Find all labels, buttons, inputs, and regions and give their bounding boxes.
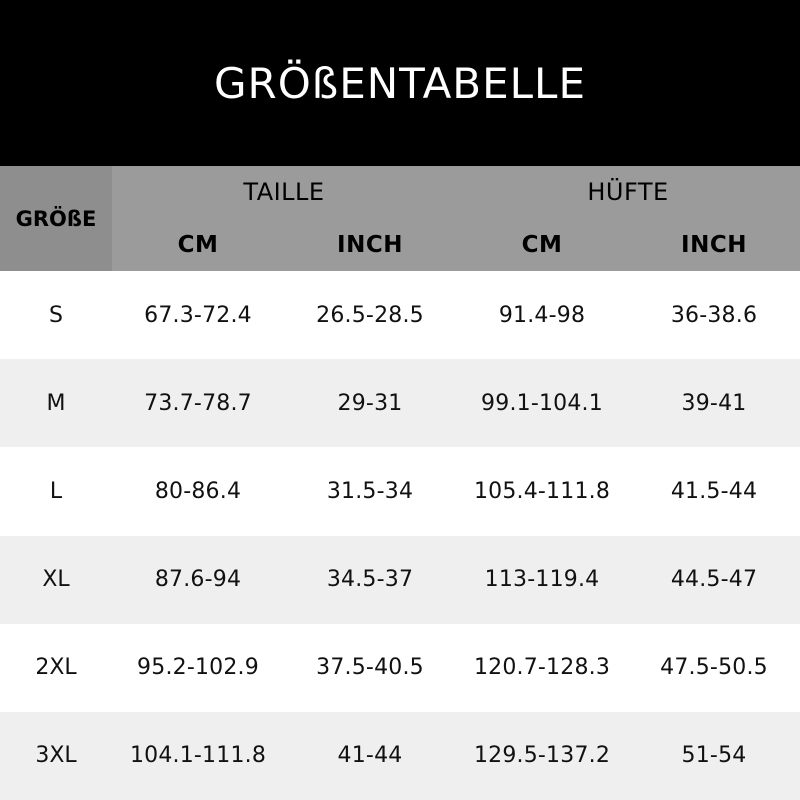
cell-size: S [49,302,63,328]
cell-huefte-inch: 47.5-50.5 [660,655,768,681]
cell-size: M [46,390,66,416]
page-title: GRÖßENTABELLE [213,58,586,108]
cell-taille-cm: 104.1-111.8 [129,743,267,769]
cell-size: L [49,478,63,504]
cell-taille-cm: 80-86.4 [154,478,242,504]
header-sub-huefte-inch: INCH [681,231,747,258]
table-row [0,624,800,712]
row-values [112,624,800,712]
header-sub-huefte-cm: CM [521,231,563,258]
cell-huefte-cm: 129.5-137.2 [473,743,611,769]
cell-taille-cm: 95.2-102.9 [137,655,259,681]
header-sub-taille-cm: CM [177,231,219,258]
table-header [0,166,800,271]
cell-taille-inch: 29-31 [337,390,403,416]
table-row [0,447,800,535]
chart-title-band [0,0,800,166]
cell-taille-cm: 67.3-72.4 [144,302,252,328]
cell-taille-inch: 41-44 [337,743,403,769]
cell-taille-inch: 26.5-28.5 [316,302,424,328]
row-values [112,271,800,359]
header-groups [112,166,800,271]
header-group-taille: TAILLE [243,178,325,206]
cell-taille-cm: 87.6-94 [154,567,242,593]
table-row [0,712,800,800]
header-size-label: GRÖßE [0,166,112,271]
cell-huefte-cm: 99.1-104.1 [481,390,603,416]
cell-taille-cm: 73.7-78.7 [144,390,252,416]
row-values [112,447,800,535]
cell-huefte-cm: 105.4-111.8 [473,478,611,504]
cell-size: 3XL [35,743,77,769]
table-row [0,359,800,447]
cell-huefte-cm: 113-119.4 [484,567,600,593]
cell-huefte-inch: 39-41 [681,390,747,416]
header-group-row [112,166,800,218]
cell-huefte-cm: 120.7-128.3 [473,655,611,681]
cell-huefte-cm: 91.4-98 [498,302,586,328]
row-values [112,536,800,624]
table-row [0,271,800,359]
header-sub-row [112,218,800,271]
row-values [112,712,800,800]
cell-size: XL [42,567,70,593]
row-values [112,359,800,447]
table-body [0,271,800,800]
cell-huefte-inch: 44.5-47 [670,567,758,593]
header-group-huefte: HÜFTE [587,178,669,206]
cell-huefte-inch: 41.5-44 [670,478,758,504]
cell-huefte-inch: 36-38.6 [670,302,758,328]
cell-size: 2XL [35,655,77,681]
header-sub-taille-inch: INCH [337,231,403,258]
cell-taille-inch: 31.5-34 [326,478,414,504]
cell-huefte-inch: 51-54 [681,743,747,769]
table-row [0,536,800,624]
cell-taille-inch: 34.5-37 [326,567,414,593]
cell-taille-inch: 37.5-40.5 [316,655,424,681]
